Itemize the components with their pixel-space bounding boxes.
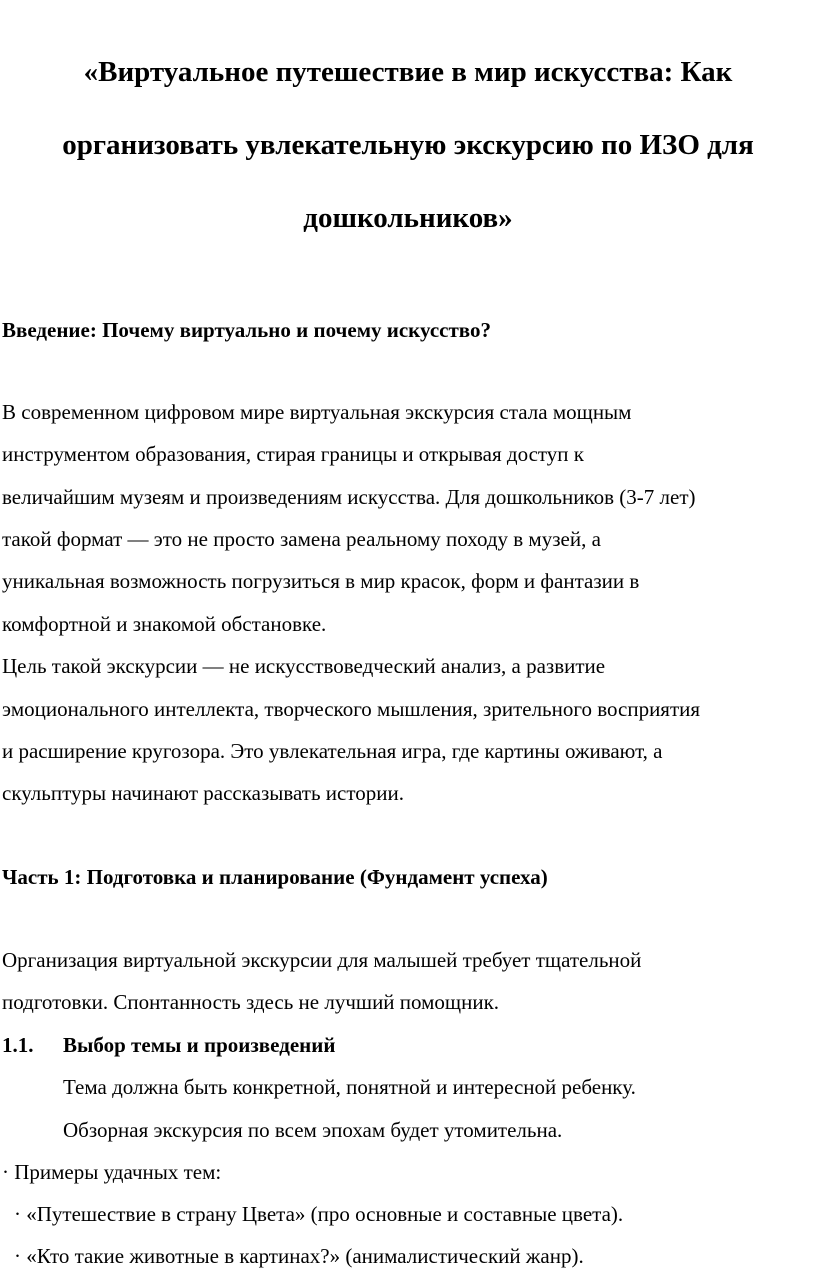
document-title-line-2: организовать увлекательную экскурсию по ИЗО для: [62, 129, 754, 161]
example-list-item: · «Путешествие в страну Цвета» (про основные и составные цвета).: [14, 1202, 624, 1226]
section-title: Выбор темы и произведений: [63, 1033, 336, 1057]
intro-paragraph-line: уникальная возможность погрузиться в мир красок, форм и фантазии в: [2, 569, 640, 593]
intro-paragraph-line: такой формат — это не просто замена реальному походу в музей, а: [2, 527, 601, 551]
intro-paragraph-line: инструментом образования, стирая границы и открывая доступ к: [2, 442, 585, 466]
example-list-item: · «Кто такие животные в картинах?» (анималистический жанр).: [14, 1244, 584, 1268]
intro-paragraph-line: скульптуры начинают рассказывать истории.: [2, 781, 404, 805]
intro-paragraph-line: величайшим музеям и произведениям искусства. Для дошкольников (3-7 лет): [2, 485, 696, 509]
document-title-line-3: дошкольников»: [303, 202, 513, 234]
intro-paragraph-line: В современном цифровом мире виртуальная экскурсия стала мощным: [2, 400, 632, 424]
intro-paragraph-line: комфортной и знакомой обстановке.: [2, 612, 327, 636]
section-paragraph-line: Тема должна быть конкретной, понятной и интересной ребенку.: [63, 1075, 636, 1099]
intro-heading: Введение: Почему виртуально и почему искусство?: [2, 318, 491, 342]
intro-paragraph-line: Цель такой экскурсии — не искусствоведческий анализ, а развитие: [2, 654, 606, 678]
intro-paragraph-line: эмоционального интеллекта, творческого мышления, зрительного восприятия: [2, 697, 701, 721]
section-number: 1.1.: [2, 1033, 34, 1057]
document-title-line-1: «Виртуальное путешествие в мир искусства: Как: [83, 56, 733, 88]
part1-heading: Часть 1: Подготовка и планирование (Фундамент успеха): [2, 865, 548, 889]
part1-paragraph-line: Организация виртуальной экскурсии для малышей требует тщательной: [2, 948, 642, 972]
intro-paragraph-line: и расширение кругозора. Это увлекательная игра, где картины оживают, а: [2, 739, 663, 763]
examples-label: · Примеры удачных тем:: [2, 1160, 222, 1184]
section-paragraph-line: Обзорная экскурсия по всем эпохам будет утомительна.: [63, 1118, 563, 1142]
part1-paragraph-line: подготовки. Спонтанность здесь не лучший помощник.: [2, 990, 500, 1014]
